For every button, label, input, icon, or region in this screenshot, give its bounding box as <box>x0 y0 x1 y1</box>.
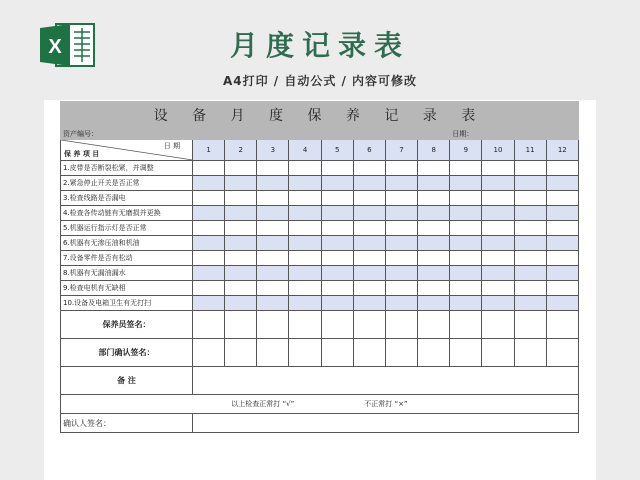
check-cell[interactable] <box>482 221 514 236</box>
check-cell[interactable] <box>385 266 417 281</box>
item-row <box>61 236 579 251</box>
check-cell[interactable] <box>418 251 450 266</box>
check-cell[interactable] <box>193 251 225 266</box>
check-cell[interactable] <box>514 281 546 296</box>
check-cell[interactable] <box>289 251 321 266</box>
check-cell[interactable] <box>546 281 578 296</box>
sign-cell[interactable] <box>482 339 514 367</box>
check-cell[interactable] <box>385 176 417 191</box>
sign-cell[interactable] <box>546 339 578 367</box>
check-cell[interactable] <box>193 191 225 206</box>
check-cell[interactable] <box>514 191 546 206</box>
item-label: 6.机器有无渗压油和机油 <box>61 236 193 251</box>
check-cell[interactable] <box>321 296 353 311</box>
item-label: 9.检查电机有无缺相 <box>61 281 193 296</box>
legend-bad: 不正常打 “×” <box>364 400 408 408</box>
check-cell[interactable] <box>193 176 225 191</box>
check-cell[interactable] <box>450 176 482 191</box>
check-cell[interactable] <box>257 251 289 266</box>
check-cell[interactable] <box>450 281 482 296</box>
check-cell[interactable] <box>353 296 385 311</box>
sign-cell[interactable] <box>450 311 482 339</box>
check-cell[interactable] <box>225 266 257 281</box>
check-cell[interactable] <box>546 251 578 266</box>
sign-cell[interactable] <box>450 339 482 367</box>
check-cell[interactable] <box>353 191 385 206</box>
check-cell[interactable] <box>482 176 514 191</box>
check-cell[interactable] <box>321 221 353 236</box>
check-cell[interactable] <box>257 266 289 281</box>
check-cell[interactable] <box>546 296 578 311</box>
check-cell[interactable] <box>257 161 289 176</box>
check-cell[interactable] <box>289 236 321 251</box>
sign-cell[interactable] <box>353 311 385 339</box>
sign-cell[interactable] <box>418 339 450 367</box>
check-cell[interactable] <box>482 206 514 221</box>
sheet-title: 设 备 月 度 保 养 记 录 表 <box>61 102 579 129</box>
remark-field[interactable] <box>193 367 579 395</box>
day-header: 9 <box>450 140 482 161</box>
asset-label[interactable]: 资产编号： <box>61 129 450 140</box>
check-cell[interactable] <box>385 296 417 311</box>
check-cell[interactable] <box>514 206 546 221</box>
check-cell[interactable] <box>193 206 225 221</box>
item-row <box>61 176 579 191</box>
item-label: 2.紧急停止开关是否正常 <box>61 176 193 191</box>
day-header: 10 <box>482 140 514 161</box>
check-cell[interactable] <box>514 266 546 281</box>
check-cell[interactable] <box>418 236 450 251</box>
check-cell[interactable] <box>289 221 321 236</box>
excel-icon-letter: X <box>48 36 62 58</box>
corner-top-label: 日 期 <box>163 142 180 150</box>
check-cell[interactable] <box>418 296 450 311</box>
item-label: 7.设备零件是否有松动 <box>61 251 193 266</box>
check-cell[interactable] <box>514 176 546 191</box>
check-cell[interactable] <box>482 236 514 251</box>
check-cell[interactable] <box>482 266 514 281</box>
sign-cell[interactable] <box>514 311 546 339</box>
item-row <box>61 266 579 281</box>
remark-label: 备 注 <box>61 367 193 395</box>
day-header: 7 <box>385 140 417 161</box>
item-row <box>61 161 579 176</box>
check-cell[interactable] <box>418 191 450 206</box>
check-cell[interactable] <box>321 236 353 251</box>
check-cell[interactable] <box>225 191 257 206</box>
check-cell[interactable] <box>546 191 578 206</box>
check-cell[interactable] <box>289 176 321 191</box>
check-cell[interactable] <box>321 281 353 296</box>
check-cell[interactable] <box>257 206 289 221</box>
check-cell[interactable] <box>385 236 417 251</box>
check-cell[interactable] <box>289 266 321 281</box>
check-cell[interactable] <box>418 176 450 191</box>
dept-sign-label: 部门确认签名： <box>61 339 193 367</box>
day-header: 11 <box>514 140 546 161</box>
check-cell[interactable] <box>450 266 482 281</box>
day-header: 12 <box>546 140 578 161</box>
check-cell[interactable] <box>321 191 353 206</box>
check-cell[interactable] <box>193 221 225 236</box>
check-cell[interactable] <box>193 296 225 311</box>
corner-bottom-label: 保 养 项 目 <box>64 150 100 158</box>
item-row <box>61 206 579 221</box>
check-cell[interactable] <box>225 176 257 191</box>
sign-cell[interactable] <box>546 311 578 339</box>
sign-cell[interactable] <box>514 339 546 367</box>
sign-cell[interactable] <box>225 311 257 339</box>
day-header: 6 <box>353 140 385 161</box>
check-cell[interactable] <box>257 296 289 311</box>
check-cell[interactable] <box>385 251 417 266</box>
check-cell[interactable] <box>482 281 514 296</box>
check-cell[interactable] <box>514 221 546 236</box>
check-cell[interactable] <box>482 191 514 206</box>
legend-ok: 以上检查正常打 “√” <box>231 400 295 408</box>
check-cell[interactable] <box>482 161 514 176</box>
maintainer-sign-label: 保养员签名： <box>61 311 193 339</box>
check-cell[interactable] <box>353 221 385 236</box>
check-cell[interactable] <box>385 206 417 221</box>
item-label: 4.检查各传动链有无磨损并更换 <box>61 206 193 221</box>
item-label: 3.检查线路是否漏电 <box>61 191 193 206</box>
check-cell[interactable] <box>450 221 482 236</box>
sign-cell[interactable] <box>257 339 289 367</box>
page-subtitle: A4打印 / 自动公式 / 内容可修改 <box>222 74 418 88</box>
check-cell[interactable] <box>193 161 225 176</box>
check-cell[interactable] <box>418 206 450 221</box>
item-label: 5.机器运行指示灯是否正常 <box>61 221 193 236</box>
sign-cell[interactable] <box>289 339 321 367</box>
check-cell[interactable] <box>225 236 257 251</box>
check-cell[interactable] <box>450 251 482 266</box>
check-cell[interactable] <box>546 206 578 221</box>
item-label: 10.设备及电箱卫生有无打扫 <box>61 296 193 311</box>
sign-cell[interactable] <box>385 311 417 339</box>
corner-cell <box>61 140 193 161</box>
check-cell[interactable] <box>514 161 546 176</box>
check-cell[interactable] <box>353 281 385 296</box>
check-cell[interactable] <box>418 161 450 176</box>
check-cell[interactable] <box>353 236 385 251</box>
day-header: 8 <box>418 140 450 161</box>
check-cell[interactable] <box>385 281 417 296</box>
check-cell[interactable] <box>225 221 257 236</box>
check-cell[interactable] <box>546 266 578 281</box>
check-cell[interactable] <box>482 251 514 266</box>
check-cell[interactable] <box>193 281 225 296</box>
check-cell[interactable] <box>257 176 289 191</box>
check-cell[interactable] <box>289 161 321 176</box>
check-cell[interactable] <box>546 161 578 176</box>
sign-cell[interactable] <box>482 311 514 339</box>
day-header: 3 <box>257 140 289 161</box>
check-cell[interactable] <box>353 266 385 281</box>
sign-cell[interactable] <box>225 339 257 367</box>
check-cell[interactable] <box>385 161 417 176</box>
date-label[interactable]: 日期： <box>450 129 579 140</box>
item-label: 1.皮带是否断裂松紧，并调整 <box>61 161 193 176</box>
page-title: 月度记录表 <box>229 29 410 62</box>
item-row <box>61 251 579 266</box>
record-table <box>60 101 579 433</box>
check-cell[interactable] <box>450 236 482 251</box>
check-cell[interactable] <box>289 191 321 206</box>
sign-cell[interactable] <box>353 339 385 367</box>
check-cell[interactable] <box>321 206 353 221</box>
check-cell[interactable] <box>514 296 546 311</box>
check-cell[interactable] <box>418 266 450 281</box>
sign-cell[interactable] <box>385 339 417 367</box>
check-cell[interactable] <box>546 236 578 251</box>
check-cell[interactable] <box>418 281 450 296</box>
check-cell[interactable] <box>289 281 321 296</box>
check-cell[interactable] <box>257 221 289 236</box>
check-cell[interactable] <box>546 221 578 236</box>
check-cell[interactable] <box>514 251 546 266</box>
item-row <box>61 281 579 296</box>
check-cell[interactable] <box>225 161 257 176</box>
check-cell[interactable] <box>450 206 482 221</box>
sign-cell[interactable] <box>257 311 289 339</box>
check-cell[interactable] <box>225 296 257 311</box>
check-cell[interactable] <box>353 206 385 221</box>
sign-cell[interactable] <box>289 311 321 339</box>
sign-cell[interactable] <box>321 311 353 339</box>
check-cell[interactable] <box>353 251 385 266</box>
check-cell[interactable] <box>225 251 257 266</box>
check-legend <box>61 395 579 414</box>
check-cell[interactable] <box>353 176 385 191</box>
check-cell[interactable] <box>321 161 353 176</box>
check-cell[interactable] <box>385 191 417 206</box>
check-cell[interactable] <box>385 221 417 236</box>
check-cell[interactable] <box>289 296 321 311</box>
item-row <box>61 191 579 206</box>
day-header: 1 <box>193 140 225 161</box>
item-row <box>61 296 579 311</box>
check-cell[interactable] <box>257 191 289 206</box>
check-cell[interactable] <box>321 176 353 191</box>
confirm-sign-label: 确认人签名： <box>61 414 193 433</box>
check-cell[interactable] <box>353 161 385 176</box>
check-cell[interactable] <box>289 206 321 221</box>
sign-cell[interactable] <box>321 339 353 367</box>
check-cell[interactable] <box>450 296 482 311</box>
sign-cell[interactable] <box>418 311 450 339</box>
sign-cell[interactable] <box>193 311 225 339</box>
confirm-sign-field[interactable] <box>193 414 579 433</box>
item-label: 8.机器有无漏油漏水 <box>61 266 193 281</box>
check-cell[interactable] <box>321 251 353 266</box>
check-cell[interactable] <box>225 206 257 221</box>
check-cell[interactable] <box>450 161 482 176</box>
check-cell[interactable] <box>418 221 450 236</box>
form-sheet <box>44 100 596 480</box>
form-table-wrap <box>60 101 578 433</box>
day-header: 5 <box>321 140 353 161</box>
check-cell[interactable] <box>257 236 289 251</box>
item-row <box>61 221 579 236</box>
check-cell[interactable] <box>193 236 225 251</box>
day-header: 4 <box>289 140 321 161</box>
check-cell[interactable] <box>514 236 546 251</box>
check-cell[interactable] <box>546 176 578 191</box>
sign-cell[interactable] <box>193 339 225 367</box>
day-header: 2 <box>225 140 257 161</box>
check-cell[interactable] <box>482 296 514 311</box>
check-cell[interactable] <box>225 281 257 296</box>
check-cell[interactable] <box>193 266 225 281</box>
check-cell[interactable] <box>450 191 482 206</box>
check-cell[interactable] <box>321 266 353 281</box>
check-cell[interactable] <box>257 281 289 296</box>
